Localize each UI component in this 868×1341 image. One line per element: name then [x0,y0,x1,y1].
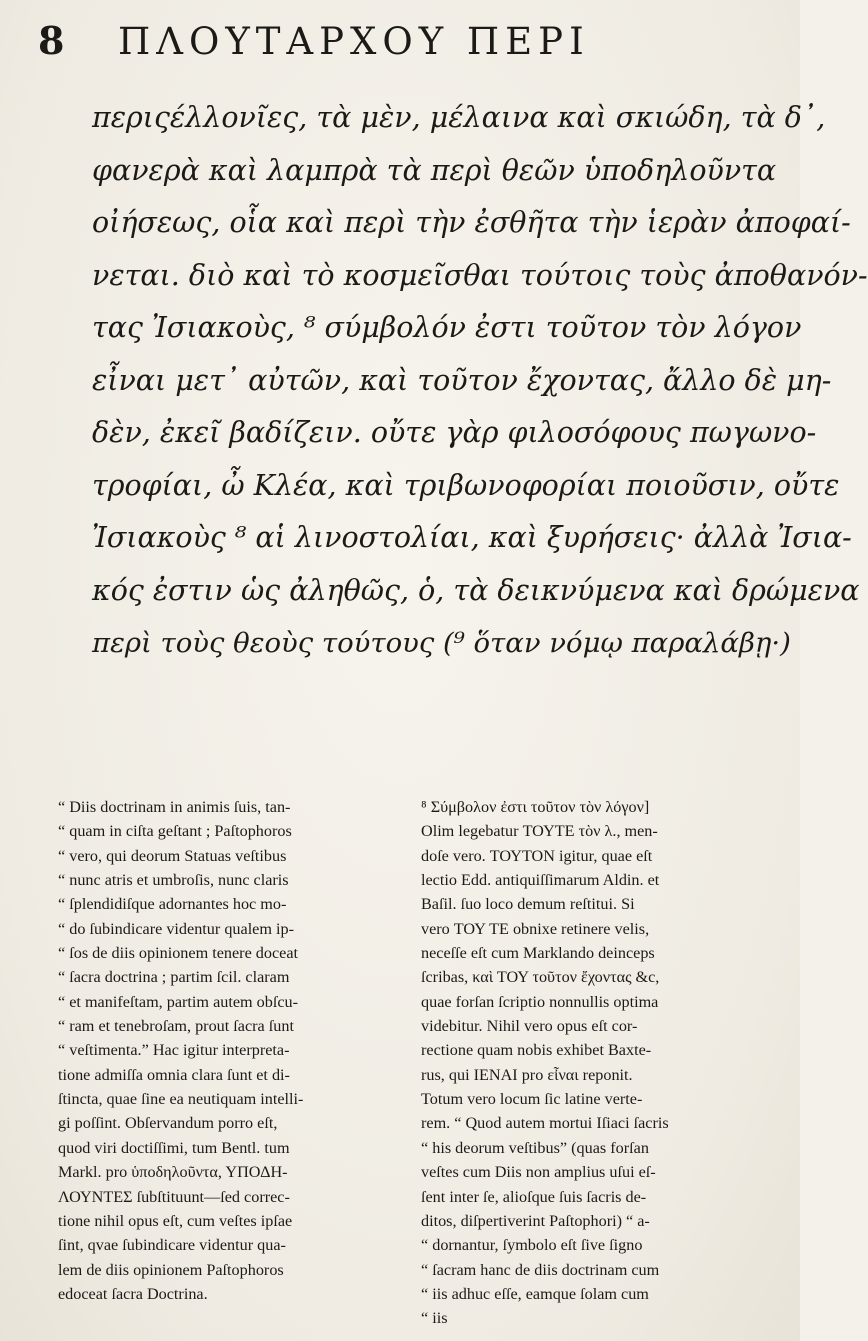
footnote-column-right [421,795,756,1331]
footnote-line: “ dornantur, ſymbolo eſt ſive ſigno [421,1236,643,1255]
footnote-line: lectio Edd. antiquiſſimarum Aldin. et [421,871,660,890]
footnote-line: ſtincta, quae ſine ea neutiquam intelli- [58,1090,304,1109]
footnote-line: tione admiſſa omnia clara ſunt et di- [58,1065,290,1084]
greek-line: περὶ τοὺς θεοὺς τούτους (⁹ ὅταν νόμῳ παραλάβῃ·) [92,627,791,659]
footnote-line: “ ſacra doctrina ; partim ſcil. claram [58,968,290,987]
greek-line: τροφίαι, ὦ Κλέα, καὶ τριβωνοφορίαι ποιοῦσιν, οὔτε [92,468,840,502]
greek-line: δὲν, ἐκεῖ βαδίζειν. οὔτε γὰρ φιλοσόφους πωγωνο- [92,416,817,449]
footnote-line: ſcribas, καὶ ΤΟΥ τοῦτον ἔχοντας &c, [421,968,660,987]
footnote-line: tione nihil opus eſt, cum veſtes ipſae [58,1211,293,1230]
footnote-line: “ vero, qui deorum Statuas veſtibus [58,846,287,865]
greek-line: Ἰσιακοὺς ⁸ αἱ λινοστολίαι, καὶ ξυρήσεις· ἀλλὰ Ἰσια- [92,521,852,554]
footnote-line: vero ΤΟΥ ΤΕ obnixe retinere velis, [421,919,650,938]
footnote-line: Totum vero locum ſic latine verte- [421,1090,643,1109]
footnote-line: Baſil. ſuo loco demum reſtitui. Si [421,895,635,914]
footnote-line: doſe vero. ΤΟΥΤΟΝ igitur, quae eſt [421,846,653,865]
running-title: ΠΛΟΥΤΑΡΧΟΥ ΠΕΡΙ [118,20,590,63]
page-number: 8 [38,18,65,63]
greek-line: περιςέλλονῖες, τὰ μὲν, μέλαινα καὶ σκιώδη, τὰ δ᾽, [92,101,826,134]
footnote-line: “ ſos de diis opinionem tenere doceat [58,944,299,963]
footnote-line: “ do ſubindicare videntur qualem ip- [58,919,294,938]
footnote-line: ΛΟΥΝΤΕΣ ſubſtituunt—ſed correc- [58,1187,290,1206]
footnote-line: “ ſplendidiſque adornantes hoc mo- [58,895,287,914]
footnote-line: “ iis adhuc eſſe, eamque ſolam cum [421,1284,649,1303]
footnote-line: quae forſan ſcriptio nonnullis optima [421,992,659,1011]
footnote-line: lem de diis opinionem Paſtophoros [58,1260,284,1279]
footnote-line: “ iis [421,1309,448,1328]
greek-line: νεται. διὸ καὶ τὸ κοσμεῖσθαι τούτοις τοὺς ἀποθανόν- [92,258,868,292]
footnote-line: rectione quam nobis exhibet Baxte- [421,1041,652,1060]
greek-main-text [92,92,868,772]
footnote-line: “ ſacram hanc de diis doctrinam cum [421,1260,660,1279]
greek-line: οἰήσεως, οἷα καὶ περὶ τὴν ἐσθῆτα τὴν ἱερὰν ἀποφαί- [92,206,851,239]
running-head [28,12,760,72]
footnote-line: “ et manifeſtam, partim autem obſcu- [58,992,299,1011]
greek-line: εἶναι μετ᾽ αὐτῶν, καὶ τοῦτον ἔχοντας, ἄλλο δὲ μη- [92,363,832,397]
footnote-line: ſent inter ſe, alioſque ſuis ſacris de- [421,1187,647,1206]
footnote-line: quod viri doctiſſimi, tum Bentl. tum [58,1138,290,1157]
footnote-line: ⁸ Σύμβολον ἐστι τοῦτον τὸν λόγον] [421,798,650,816]
footnote-line: “ veſtimenta.” Hac igitur interpreta- [58,1041,290,1060]
footnote-line: edoceat ſacra Doctrina. [58,1284,208,1303]
footnote-line: “ nunc atris et umbroſis, nunc claris [58,871,289,890]
footnote-line: ditos, diſpertiverint Paſtophori) “ a- [421,1211,650,1230]
footnote-line: “ ram et tenebroſam, prout ſacra ſunt [58,1017,294,1036]
footnote-column-left [58,795,393,1306]
footnote-line: rem. “ Quod autem mortui Iſiaci ſacris [421,1114,669,1133]
footnotes [58,795,784,1330]
footnote-line: “ Diis doctrinam in animis ſuis, tan- [58,798,291,816]
footnote-line: “ quam in ciſta geſtant ; Paſtophoros [58,822,292,841]
greek-line: κός ἐστιν ὡς ἀληθῶς, ὁ, τὰ δεικνύμενα καὶ δρώμενα [92,573,860,607]
greek-line: τας Ἰσιακοὺς, ⁸ σύμβολόν ἐστι τοῦτον τὸν λόγον [92,311,802,344]
footnote-line: videbitur. Nihil vero opus eſt cor- [421,1017,638,1036]
footnote-line: “ his deorum veſtibus” (quas forſan [421,1138,649,1157]
footnote-line: rus, qui ΙΕΝΑΙ pro εἶναι reponit. [421,1065,633,1084]
greek-line: φανερὰ καὶ λαμπρὰ τὰ περὶ θεῶν ὑποδηλοῦντα [92,153,777,187]
footnote-line: Olim legebatur ΤΟΥΤΕ τὸν λ., men- [421,822,658,841]
footnote-line: veſtes cum Diis non amplius uſui eſ- [421,1163,656,1182]
footnote-line: gi poſſint. Obſervandum porro eſt, [58,1114,278,1133]
footnote-line: Markl. pro ὑποδηλοῦντα, ΥΠΟΔΗ- [58,1163,288,1182]
footnote-line: neceſſe eſt cum Marklando deinceps [421,944,655,963]
footnote-line: ſint, qvae ſubindicare videntur qua- [58,1236,286,1255]
